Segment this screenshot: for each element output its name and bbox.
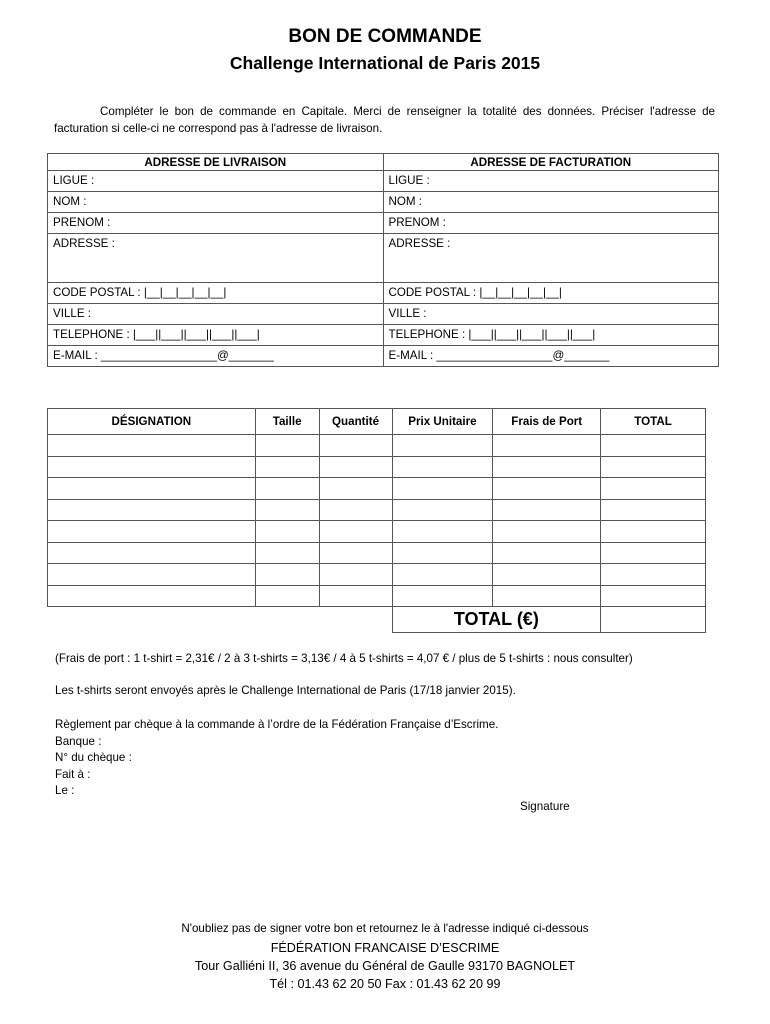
quantity-cell[interactable] <box>319 585 392 607</box>
cheque-number-field[interactable]: N° du chèque : <box>55 751 132 764</box>
grand-total-cell[interactable] <box>601 607 706 633</box>
total-cell[interactable] <box>601 564 706 586</box>
delivery-email-field[interactable]: E-MAIL : __________________@_______ <box>48 346 384 367</box>
total-cell[interactable] <box>601 521 706 543</box>
total-row <box>48 607 706 633</box>
delivery-city-field[interactable]: VILLE : <box>48 304 384 325</box>
unit-price-cell[interactable] <box>392 564 493 586</box>
designation-cell[interactable] <box>48 499 256 521</box>
shipping-cell[interactable] <box>493 521 601 543</box>
payment-instruction: Règlement par chèque à la commande à l’ordre de la Fédération Française d’Escrime. <box>55 718 499 731</box>
column-header-shipping: Frais de Port <box>493 409 601 435</box>
delivery-league-field[interactable]: LIGUE : <box>48 171 384 192</box>
unit-price-cell[interactable] <box>392 456 493 478</box>
grand-total-label: TOTAL (€) <box>392 607 601 633</box>
unit-price-cell[interactable] <box>392 435 493 457</box>
shipping-cell[interactable] <box>493 435 601 457</box>
total-cell[interactable] <box>601 478 706 500</box>
total-cell[interactable] <box>601 435 706 457</box>
size-cell[interactable] <box>255 585 319 607</box>
delivery-postcode-field[interactable]: CODE POSTAL : |__|__|__|__|__| <box>48 283 384 304</box>
billing-league-field[interactable]: LIGUE : <box>383 171 719 192</box>
delivery-phone-field[interactable]: TELEPHONE : |___||___||___||___||___| <box>48 325 384 346</box>
quantity-cell[interactable] <box>319 478 392 500</box>
shipping-cell[interactable] <box>493 542 601 564</box>
total-cell[interactable] <box>601 585 706 607</box>
delivery-firstname-field[interactable]: PRENOM : <box>48 213 384 234</box>
billing-email-field[interactable]: E-MAIL : __________________@_______ <box>383 346 719 367</box>
signature-label: Signature <box>520 800 570 813</box>
delivery-address-header: ADRESSE DE LIVRAISON <box>48 154 384 171</box>
shipping-cell[interactable] <box>493 478 601 500</box>
shipping-cell[interactable] <box>493 585 601 607</box>
designation-cell[interactable] <box>48 456 256 478</box>
total-cell[interactable] <box>601 456 706 478</box>
order-row <box>48 521 706 543</box>
billing-name-field[interactable]: NOM : <box>383 192 719 213</box>
unit-price-cell[interactable] <box>392 542 493 564</box>
intro-paragraph <box>54 103 715 137</box>
quantity-cell[interactable] <box>319 499 392 521</box>
footer-address: Tour Galliéni II, 36 avenue du Général de Gaulle 93170 BAGNOLET <box>194 959 576 973</box>
size-cell[interactable] <box>255 499 319 521</box>
delivery-note: Les t-shirts seront envoyés après le Challenge International de Paris (17/18 janvier 2015). <box>55 684 516 697</box>
quantity-cell[interactable] <box>319 521 392 543</box>
designation-cell[interactable] <box>48 542 256 564</box>
document-title: BON DE COMMANDE <box>288 26 482 47</box>
bank-field[interactable]: Banque : <box>55 734 102 748</box>
total-cell[interactable] <box>601 499 706 521</box>
order-row <box>48 435 706 457</box>
quantity-cell[interactable] <box>319 456 392 478</box>
unit-price-cell[interactable] <box>392 585 493 607</box>
column-header-designation: DÉSIGNATION <box>48 409 256 435</box>
order-row <box>48 499 706 521</box>
delivery-address-field[interactable]: ADRESSE : <box>48 234 384 283</box>
unit-price-cell[interactable] <box>392 499 493 521</box>
size-cell[interactable] <box>255 435 319 457</box>
order-row <box>48 585 706 607</box>
designation-cell[interactable] <box>48 585 256 607</box>
size-cell[interactable] <box>255 456 319 478</box>
billing-firstname-field[interactable]: PRENOM : <box>383 213 719 234</box>
designation-cell[interactable] <box>48 564 256 586</box>
column-header-size: Taille <box>255 409 319 435</box>
size-cell[interactable] <box>255 521 319 543</box>
shipping-cell[interactable] <box>493 456 601 478</box>
size-cell[interactable] <box>255 542 319 564</box>
order-row <box>48 542 706 564</box>
place-field[interactable]: Fait à : <box>55 767 91 781</box>
unit-price-cell[interactable] <box>392 478 493 500</box>
order-row <box>48 564 706 586</box>
order-row <box>48 456 706 478</box>
unit-price-cell[interactable] <box>392 521 493 543</box>
billing-address-header: ADRESSE DE FACTURATION <box>383 154 719 171</box>
designation-cell[interactable] <box>48 521 256 543</box>
intro-text: Compléter le bon de commande en Capitale. Merci de renseigner la totalité des données. Préciser l'adresse de facturation si celle-ci ne correspond pas à l'adresse de livraison. <box>54 105 715 135</box>
footer-contact: Tél : 01.43 62 20 50 Fax : 01.43 62 20 99 <box>269 977 501 991</box>
order-row <box>48 478 706 500</box>
designation-cell[interactable] <box>48 435 256 457</box>
size-cell[interactable] <box>255 478 319 500</box>
billing-city-field[interactable]: VILLE : <box>383 304 719 325</box>
quantity-cell[interactable] <box>319 542 392 564</box>
billing-postcode-field[interactable]: CODE POSTAL : |__|__|__|__|__| <box>383 283 719 304</box>
address-table <box>47 153 719 367</box>
designation-cell[interactable] <box>48 478 256 500</box>
billing-phone-field[interactable]: TELEPHONE : |___||___||___||___||___| <box>383 325 719 346</box>
date-field[interactable]: Le : <box>55 784 75 797</box>
size-cell[interactable] <box>255 564 319 586</box>
delivery-name-field[interactable]: NOM : <box>48 192 384 213</box>
order-table <box>47 408 706 633</box>
payment-block <box>55 717 498 800</box>
quantity-cell[interactable] <box>319 435 392 457</box>
quantity-cell[interactable] <box>319 564 392 586</box>
footer-reminder: N'oubliez pas de signer votre bon et retournez le à l'adresse indiqué ci-dessous <box>181 922 589 935</box>
document-subtitle: Challenge International de Paris 2015 <box>229 53 541 73</box>
billing-address-field[interactable]: ADRESSE : <box>383 234 719 283</box>
column-header-total: TOTAL <box>601 409 706 435</box>
footer-organization: FÉDÉRATION FRANCAISE D’ESCRIME <box>270 941 500 955</box>
shipping-cell[interactable] <box>493 499 601 521</box>
total-cell[interactable] <box>601 542 706 564</box>
column-header-quantity: Quantité <box>319 409 392 435</box>
shipping-cell[interactable] <box>493 564 601 586</box>
column-header-unit-price: Prix Unitaire <box>392 409 493 435</box>
shipping-note: (Frais de port : 1 t-shirt = 2,31€ / 2 à 3 t-shirts = 3,13€ / 4 à 5 t-shirts = 4,07 € / plus de 5 t-shirts : nous consulter) <box>55 652 633 665</box>
